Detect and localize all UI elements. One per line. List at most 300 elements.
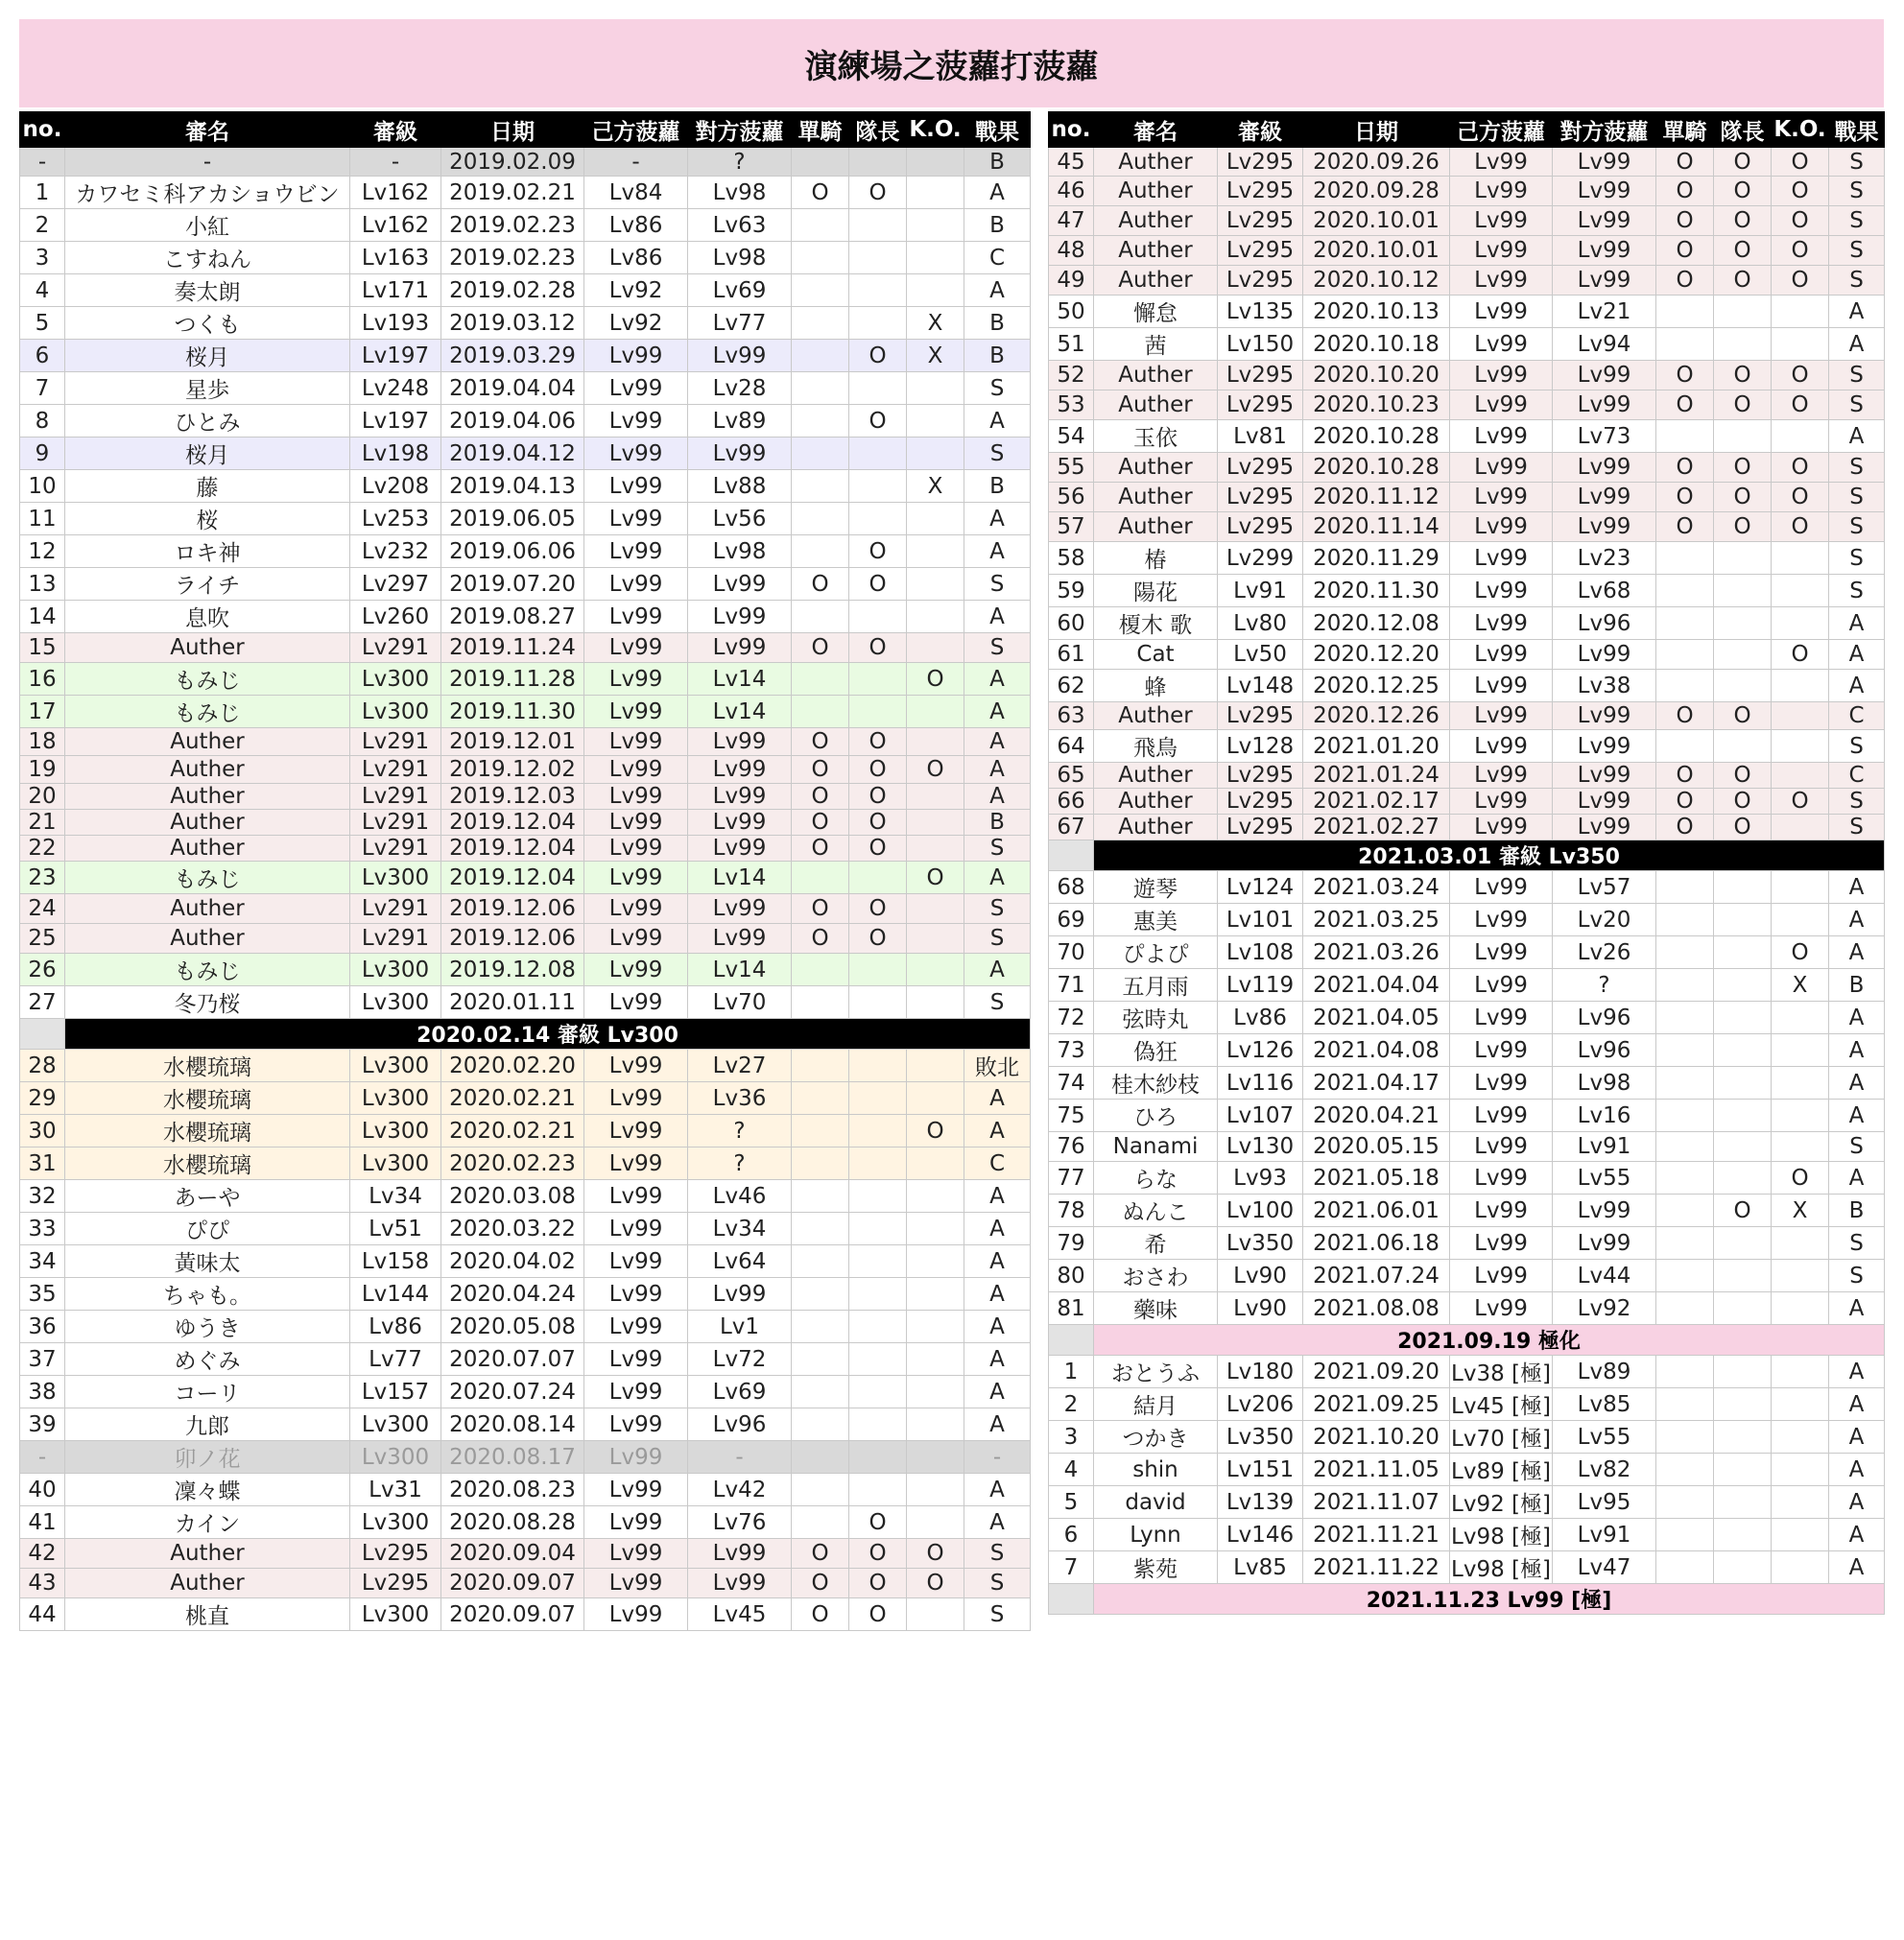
col-header-level: 審級 — [1218, 112, 1303, 148]
cell-name: らな — [1094, 1162, 1218, 1195]
cell-date: 2019.12.08 — [441, 954, 584, 986]
cell-name: Cat — [1094, 640, 1218, 670]
cell-date: 2021.04.17 — [1303, 1067, 1450, 1100]
cell-own: Lv99 — [584, 1408, 688, 1441]
cell-no: 61 — [1049, 640, 1094, 670]
cell-ko — [907, 924, 964, 954]
cell-leader — [1714, 1002, 1772, 1034]
cell-date: 2019.04.12 — [441, 438, 584, 470]
cell-leader — [1714, 1356, 1772, 1388]
cell-own: Lv99 — [584, 1376, 688, 1408]
cell-result: A — [964, 728, 1031, 756]
cell-solo — [792, 1180, 849, 1213]
cell-date: 2021.04.04 — [1303, 969, 1450, 1002]
cell-no: 10 — [20, 470, 65, 503]
cell-ko — [907, 274, 964, 307]
cell-solo — [1656, 670, 1714, 702]
cell-name: 九郎 — [65, 1408, 350, 1441]
cell-leader — [849, 1180, 907, 1213]
cell-leader — [1714, 1292, 1772, 1325]
cell-own: Lv98 [極] — [1450, 1551, 1553, 1584]
cell-opponent: Lv57 — [1553, 871, 1656, 904]
cell-solo — [792, 1147, 849, 1180]
cell-date: 2019.12.04 — [441, 810, 584, 836]
cell-no: 80 — [1049, 1260, 1094, 1292]
cell-solo — [1656, 542, 1714, 575]
cell-ko: O — [1772, 148, 1829, 177]
cell-solo — [792, 1082, 849, 1115]
cell-name: 蜂 — [1094, 670, 1218, 702]
cell-result: A — [964, 1245, 1031, 1278]
cell-leader: O — [1714, 453, 1772, 483]
cell-leader — [849, 601, 907, 633]
cell-own: Lv99 — [1450, 453, 1553, 483]
cell-date: 2019.11.28 — [441, 663, 584, 696]
cell-no: 9 — [20, 438, 65, 470]
cell-opponent: Lv92 — [1553, 1292, 1656, 1325]
table-row — [20, 503, 1031, 535]
col-header-ko: K.O. — [907, 112, 964, 148]
cell-level: Lv295 — [1218, 453, 1303, 483]
cell-date: 2021.04.05 — [1303, 1002, 1450, 1034]
cell-level: Lv295 — [1218, 148, 1303, 177]
cell-solo — [1656, 296, 1714, 328]
section-divider-row — [1049, 1325, 1885, 1356]
cell-opponent: ? — [1553, 969, 1656, 1002]
cell-solo — [792, 1474, 849, 1506]
table-row — [20, 1147, 1031, 1180]
cell-opponent: Lv96 — [688, 1408, 792, 1441]
cell-result: A — [1829, 1519, 1885, 1551]
cell-own: Lv99 — [584, 1506, 688, 1539]
cell-own: Lv98 [極] — [1450, 1519, 1553, 1551]
cell-no: 15 — [20, 633, 65, 663]
cell-result: S — [964, 372, 1031, 405]
cell-opponent: Lv94 — [1553, 328, 1656, 361]
cell-opponent: Lv98 — [688, 177, 792, 209]
cell-ko — [1772, 575, 1829, 607]
cell-solo: O — [1656, 702, 1714, 730]
cell-date: 2019.03.12 — [441, 307, 584, 340]
cell-level: Lv163 — [350, 242, 441, 274]
cell-no: 60 — [1049, 607, 1094, 640]
cell-result: S — [964, 568, 1031, 601]
cell-own: Lv99 — [584, 601, 688, 633]
cell-own: Lv99 — [584, 340, 688, 372]
cell-own: Lv99 — [1450, 670, 1553, 702]
table-row — [20, 1569, 1031, 1598]
cell-ko — [1772, 1292, 1829, 1325]
table-row — [1049, 420, 1885, 453]
cell-solo — [792, 340, 849, 372]
cell-own: Lv99 — [584, 438, 688, 470]
cell-no: 42 — [20, 1539, 65, 1569]
cell-no: 49 — [1049, 266, 1094, 296]
cell-name: カワセミ科アカショウビン — [65, 177, 350, 209]
cell-name: 椿 — [1094, 542, 1218, 575]
cell-level: Lv295 — [1218, 512, 1303, 542]
cell-name: ぴよぴ — [1094, 936, 1218, 969]
cell-name: shin — [1094, 1454, 1218, 1486]
cell-result: S — [1829, 206, 1885, 236]
cell-leader: O — [849, 810, 907, 836]
cell-opponent: Lv89 — [1553, 1356, 1656, 1388]
cell-date: 2021.09.25 — [1303, 1388, 1450, 1421]
cell-leader — [849, 1474, 907, 1506]
cell-own: Lv99 — [584, 894, 688, 924]
cell-name: 冬乃桜 — [65, 986, 350, 1019]
cell-leader — [849, 503, 907, 535]
left-table-body — [20, 148, 1031, 1631]
cell-result: A — [964, 663, 1031, 696]
cell-own: Lv70 [極] — [1450, 1421, 1553, 1454]
cell-solo — [792, 986, 849, 1019]
cell-date: 2020.08.17 — [441, 1441, 584, 1474]
cell-leader: O — [1714, 789, 1772, 815]
cell-name: Auther — [1094, 815, 1218, 840]
cell-result: S — [964, 438, 1031, 470]
cell-own: Lv99 — [1450, 390, 1553, 420]
cell-own: Lv99 — [584, 1441, 688, 1474]
cell-level: Lv208 — [350, 470, 441, 503]
cell-date: 2020.09.07 — [441, 1598, 584, 1631]
col-header-date: 日期 — [1303, 112, 1450, 148]
cell-own: Lv99 — [1450, 789, 1553, 815]
cell-result: A — [1829, 1486, 1885, 1519]
cell-level: Lv198 — [350, 438, 441, 470]
cell-result: A — [1829, 1356, 1885, 1388]
table-row — [1049, 789, 1885, 815]
cell-solo: O — [792, 1569, 849, 1598]
cell-result: S — [1829, 730, 1885, 763]
cell-own: Lv99 — [1450, 575, 1553, 607]
cell-date: 2019.12.06 — [441, 924, 584, 954]
cell-ko — [907, 1441, 964, 1474]
cell-level: Lv77 — [350, 1343, 441, 1376]
cell-date: 2020.08.23 — [441, 1474, 584, 1506]
cell-leader — [1714, 730, 1772, 763]
cell-level: Lv300 — [350, 954, 441, 986]
cell-opponent: Lv16 — [1553, 1100, 1656, 1132]
cell-ko — [1772, 1034, 1829, 1067]
cell-leader — [849, 148, 907, 177]
cell-leader: O — [849, 756, 907, 784]
cell-level: Lv206 — [1218, 1388, 1303, 1421]
cell-date: 2020.02.21 — [441, 1115, 584, 1147]
cell-opponent: Lv99 — [1553, 361, 1656, 390]
table-row — [1049, 1067, 1885, 1100]
cell-leader — [1714, 1519, 1772, 1551]
cell-result: C — [964, 1147, 1031, 1180]
table-row — [20, 1598, 1031, 1631]
table-row — [20, 836, 1031, 862]
cell-solo: O — [1656, 361, 1714, 390]
cell-date: 2020.09.28 — [1303, 177, 1450, 206]
divider-blank-cell — [1049, 840, 1094, 871]
cell-date: 2019.03.29 — [441, 340, 584, 372]
cell-level: Lv144 — [350, 1278, 441, 1311]
cell-ko — [1772, 1067, 1829, 1100]
cell-ko — [907, 1147, 964, 1180]
cell-own: Lv99 — [584, 1115, 688, 1147]
cell-leader: O — [1714, 236, 1772, 266]
col-header-opponent: 對方菠蘿 — [1553, 112, 1656, 148]
cell-opponent: Lv21 — [1553, 296, 1656, 328]
cell-leader — [1714, 1421, 1772, 1454]
col-header-leader: 隊長 — [1714, 112, 1772, 148]
cell-leader: O — [849, 340, 907, 372]
table-row — [20, 728, 1031, 756]
cell-leader — [849, 1050, 907, 1082]
cell-solo — [792, 862, 849, 894]
cell-result: S — [1829, 1227, 1885, 1260]
cell-leader — [849, 986, 907, 1019]
table-row — [20, 470, 1031, 503]
cell-name: Nanami — [1094, 1132, 1218, 1162]
cell-result: A — [1829, 640, 1885, 670]
col-header-ko: K.O. — [1772, 112, 1829, 148]
cell-ko: O — [1772, 789, 1829, 815]
cell-opponent: Lv99 — [688, 756, 792, 784]
table-row — [1049, 607, 1885, 640]
cell-opponent: Lv42 — [688, 1474, 792, 1506]
cell-no: 53 — [1049, 390, 1094, 420]
cell-solo — [1656, 904, 1714, 936]
cell-no: 7 — [1049, 1551, 1094, 1584]
cell-result: 敗北 — [964, 1050, 1031, 1082]
cell-level: Lv101 — [1218, 904, 1303, 936]
table-row — [20, 177, 1031, 209]
cell-ko — [1772, 904, 1829, 936]
right-battle-table — [1048, 111, 1885, 1615]
cell-own: Lv99 — [1450, 730, 1553, 763]
cell-result: A — [1829, 607, 1885, 640]
cell-level: Lv90 — [1218, 1260, 1303, 1292]
cell-no: 6 — [1049, 1519, 1094, 1551]
cell-date: 2019.12.04 — [441, 836, 584, 862]
table-row — [1049, 328, 1885, 361]
cell-name: Auther — [1094, 453, 1218, 483]
cell-name: Auther — [1094, 702, 1218, 730]
cell-ko — [1772, 1002, 1829, 1034]
table-row — [20, 862, 1031, 894]
cell-no: 18 — [20, 728, 65, 756]
cell-own: Lv99 — [584, 1343, 688, 1376]
cell-leader — [1714, 1162, 1772, 1195]
cell-level: Lv150 — [1218, 328, 1303, 361]
cell-name: 桂木紗枝 — [1094, 1067, 1218, 1100]
cell-level: Lv299 — [1218, 542, 1303, 575]
cell-solo — [792, 1506, 849, 1539]
cell-leader — [849, 1082, 907, 1115]
cell-own: Lv99 — [584, 1474, 688, 1506]
cell-own: Lv38 [極] — [1450, 1356, 1553, 1388]
cell-level: Lv50 — [1218, 640, 1303, 670]
cell-name: Auther — [1094, 390, 1218, 420]
cell-result: B — [964, 470, 1031, 503]
cell-date: 2020.05.15 — [1303, 1132, 1450, 1162]
cell-solo — [1656, 1195, 1714, 1227]
cell-leader — [1714, 640, 1772, 670]
cell-name: Auther — [1094, 361, 1218, 390]
cell-opponent: Lv63 — [688, 209, 792, 242]
cell-solo — [792, 209, 849, 242]
cell-name: 飛鳥 — [1094, 730, 1218, 763]
cell-date: 2021.07.24 — [1303, 1260, 1450, 1292]
cell-leader — [1714, 1067, 1772, 1100]
cell-level: Lv146 — [1218, 1519, 1303, 1551]
cell-ko: X — [1772, 1195, 1829, 1227]
cell-name: 結月 — [1094, 1388, 1218, 1421]
cell-level: Lv295 — [1218, 177, 1303, 206]
cell-name: 卯ノ花 — [65, 1441, 350, 1474]
cell-no: 25 — [20, 924, 65, 954]
cell-name: Auther — [1094, 236, 1218, 266]
cell-date: 2021.06.18 — [1303, 1227, 1450, 1260]
cell-name: 凜々蝶 — [65, 1474, 350, 1506]
cell-solo — [792, 470, 849, 503]
cell-own: Lv99 — [1450, 1195, 1553, 1227]
cell-opponent: Lv91 — [1553, 1519, 1656, 1551]
cell-own: Lv99 — [584, 1311, 688, 1343]
cell-result: C — [964, 242, 1031, 274]
cell-result: A — [964, 696, 1031, 728]
table-row — [20, 1082, 1031, 1115]
cell-no: 7 — [20, 372, 65, 405]
cell-leader — [849, 1278, 907, 1311]
cell-level: Lv85 — [1218, 1551, 1303, 1584]
cell-date: 2019.11.30 — [441, 696, 584, 728]
table-row — [1049, 1421, 1885, 1454]
cell-leader — [849, 954, 907, 986]
table-row — [1049, 296, 1885, 328]
cell-ko: O — [1772, 1162, 1829, 1195]
cell-result: S — [964, 633, 1031, 663]
cell-opponent: Lv96 — [1553, 1034, 1656, 1067]
cell-name: 黃味太 — [65, 1245, 350, 1278]
cell-ko — [1772, 1100, 1829, 1132]
cell-no: 28 — [20, 1050, 65, 1082]
cell-no: 35 — [20, 1278, 65, 1311]
cell-ko — [1772, 1356, 1829, 1388]
cell-result: A — [964, 601, 1031, 633]
cell-own: Lv99 — [1450, 904, 1553, 936]
cell-opponent: Lv99 — [1553, 730, 1656, 763]
cell-date: 2019.12.06 — [441, 894, 584, 924]
cell-solo — [792, 1311, 849, 1343]
cell-name: おさわ — [1094, 1260, 1218, 1292]
cell-ko — [907, 784, 964, 810]
cell-opponent: Lv99 — [688, 924, 792, 954]
table-row — [20, 1376, 1031, 1408]
table-row — [20, 340, 1031, 372]
cell-leader: O — [1714, 483, 1772, 512]
left-battle-table — [19, 111, 1031, 1631]
cell-name: ひろ — [1094, 1100, 1218, 1132]
cell-result: A — [1829, 1067, 1885, 1100]
header-row — [1049, 112, 1885, 148]
cell-name: 水櫻琉璃 — [65, 1082, 350, 1115]
cell-ko: O — [907, 663, 964, 696]
table-row — [20, 1115, 1031, 1147]
cell-level: Lv291 — [350, 810, 441, 836]
cell-own: Lv89 [極] — [1450, 1454, 1553, 1486]
cell-ko — [1772, 607, 1829, 640]
table-row — [20, 1539, 1031, 1569]
cell-ko — [1772, 702, 1829, 730]
cell-level: Lv260 — [350, 601, 441, 633]
cell-ko — [907, 1180, 964, 1213]
cell-solo — [1656, 730, 1714, 763]
cell-leader — [1714, 1227, 1772, 1260]
cell-leader — [849, 372, 907, 405]
cell-level: Lv135 — [1218, 296, 1303, 328]
cell-level: Lv300 — [350, 1147, 441, 1180]
cell-opponent: Lv99 — [688, 633, 792, 663]
cell-name: 榎木 歌 — [1094, 607, 1218, 640]
cell-ko — [907, 209, 964, 242]
cell-result: A — [964, 177, 1031, 209]
cell-name: 水櫻琉璃 — [65, 1115, 350, 1147]
cell-solo — [1656, 871, 1714, 904]
cell-name: Auther — [65, 728, 350, 756]
cell-solo: O — [792, 728, 849, 756]
cell-date: 2019.02.23 — [441, 209, 584, 242]
cell-name: ライチ — [65, 568, 350, 601]
cell-date: 2020.08.28 — [441, 1506, 584, 1539]
table-row — [1049, 512, 1885, 542]
cell-opponent: Lv14 — [688, 663, 792, 696]
cell-date: 2020.12.25 — [1303, 670, 1450, 702]
cell-opponent: Lv99 — [688, 340, 792, 372]
cell-level: Lv300 — [350, 862, 441, 894]
cell-ko: X — [907, 307, 964, 340]
cell-ko — [907, 177, 964, 209]
cell-own: Lv86 — [584, 209, 688, 242]
cell-no: 33 — [20, 1213, 65, 1245]
cell-opponent: Lv36 — [688, 1082, 792, 1115]
cell-no: 12 — [20, 535, 65, 568]
cell-solo: O — [1656, 789, 1714, 815]
cell-opponent: Lv99 — [1553, 1195, 1656, 1227]
cell-opponent: Lv64 — [688, 1245, 792, 1278]
cell-ko — [1772, 763, 1829, 789]
cell-result: B — [964, 209, 1031, 242]
cell-own: Lv99 — [584, 1180, 688, 1213]
cell-level: Lv300 — [350, 986, 441, 1019]
cell-ko — [907, 1050, 964, 1082]
cell-opponent: Lv82 — [1553, 1454, 1656, 1486]
cell-level: Lv300 — [350, 1441, 441, 1474]
cell-level: Lv91 — [1218, 575, 1303, 607]
table-row — [20, 568, 1031, 601]
cell-opponent: Lv85 — [1553, 1388, 1656, 1421]
cell-opponent: Lv99 — [1553, 483, 1656, 512]
cell-result: A — [1829, 1421, 1885, 1454]
cell-result: S — [1829, 236, 1885, 266]
cell-date: 2019.11.24 — [441, 633, 584, 663]
cell-own: Lv99 — [584, 986, 688, 1019]
cell-result: A — [964, 1343, 1031, 1376]
divider-blank-cell — [1049, 1325, 1094, 1356]
cell-name: ゆうき — [65, 1311, 350, 1343]
cell-own: Lv99 — [584, 924, 688, 954]
cell-own: Lv99 — [584, 405, 688, 438]
cell-ko — [907, 1082, 964, 1115]
table-row — [20, 756, 1031, 784]
cell-no: 2 — [1049, 1388, 1094, 1421]
cell-result: B — [964, 148, 1031, 177]
